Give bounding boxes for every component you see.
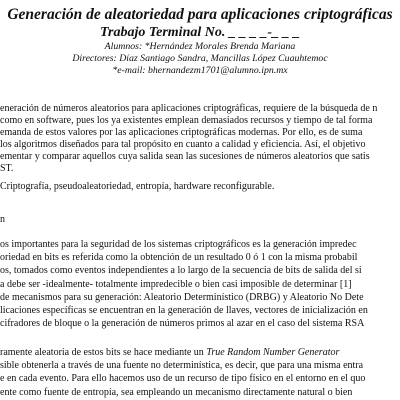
trng-line: sible obtenerla a través de una fuente no determinística, es decir, que para una misma entra bbox=[0, 360, 364, 371]
trng-line-text: ramente aleatoria de estos bits se hace mediante un bbox=[0, 347, 207, 358]
authors-line: Alumnos: *Hernández Morales Brenda Mariana bbox=[104, 41, 296, 52]
paper-title: Generación de aleatoriedad para aplicaciones criptográficas bbox=[7, 6, 393, 23]
introduction-line: de mecanismos para su generación: Aleatorio Determinístico (DRBG) y Aleatorio No Dete bbox=[0, 292, 364, 303]
directors-line: Directores: Díaz Santiago Sandra, Mancillas López Cuauhtemoc bbox=[72, 53, 328, 64]
trng-line: ente como fuente de entropía, sea empleando un mecanismo directamente natural o bien bbox=[0, 387, 353, 398]
introduction-line: os importantes para la seguridad de los sistemas criptográficos es la generación impredec bbox=[0, 239, 357, 250]
introduction-line: a debe ser -idealmente- totalmente impredecible o bien casi imposible de determinar [1] bbox=[0, 279, 352, 290]
abstract-line: eneración de números aleatorios para aplicaciones criptográficas, requiere de la búsqueda de n bbox=[0, 103, 378, 114]
trng-line: e en cada evento. Para ello hacemos uso de un recurso de tipo físico en el entorno en el quo bbox=[0, 373, 366, 384]
trng-line bbox=[0, 347, 339, 359]
introduction-heading: n bbox=[0, 214, 5, 225]
introduction-line: os, tomados como eventos independientes a lo largo de la secuencia de bits de salida del si bbox=[0, 265, 362, 276]
trabajo-terminal-number: Trabajo Terminal No. _ _ _ _-_ _ _ bbox=[99, 25, 301, 40]
abstract-line: ST. bbox=[0, 163, 14, 174]
trng-term: True Random Number Generator bbox=[206, 347, 340, 358]
abstract-line: como en software, pues los ya existentes emplean demasiados recursos y tiempo de tal forma bbox=[0, 115, 373, 126]
abstract-line: ementar y comparar aquellos cuya salida sean las sucesiones de números aleatorios que satis bbox=[0, 151, 370, 162]
introduction-line: licaciones específicas se encuentran en la generación de llaves, vectores de inicialización en bbox=[0, 305, 368, 316]
email-line: *e-mail: bhernandezm1701@alumno.ipn.mx bbox=[112, 65, 288, 76]
abstract-line: emanda de estos valores por las aplicaciones criptográficas modernas. Por ello, es de suma bbox=[0, 127, 363, 138]
abstract-line: los algoritmos diseñados para tal propósito en cuanto a calidad y eficiencia. Así, el objetivo bbox=[0, 139, 366, 150]
introduction-line: cifradores de bloque o la generación de números primos al azar en el caso del sistema RSA bbox=[0, 318, 365, 329]
keywords-text: Criptografía, pseudoaleatoriedad, entropía, hardware reconfigurable. bbox=[0, 181, 275, 192]
introduction-line: oriedad en bits es referida como la obtención de un resultado 0 ó 1 con la misma probabil bbox=[0, 252, 358, 263]
